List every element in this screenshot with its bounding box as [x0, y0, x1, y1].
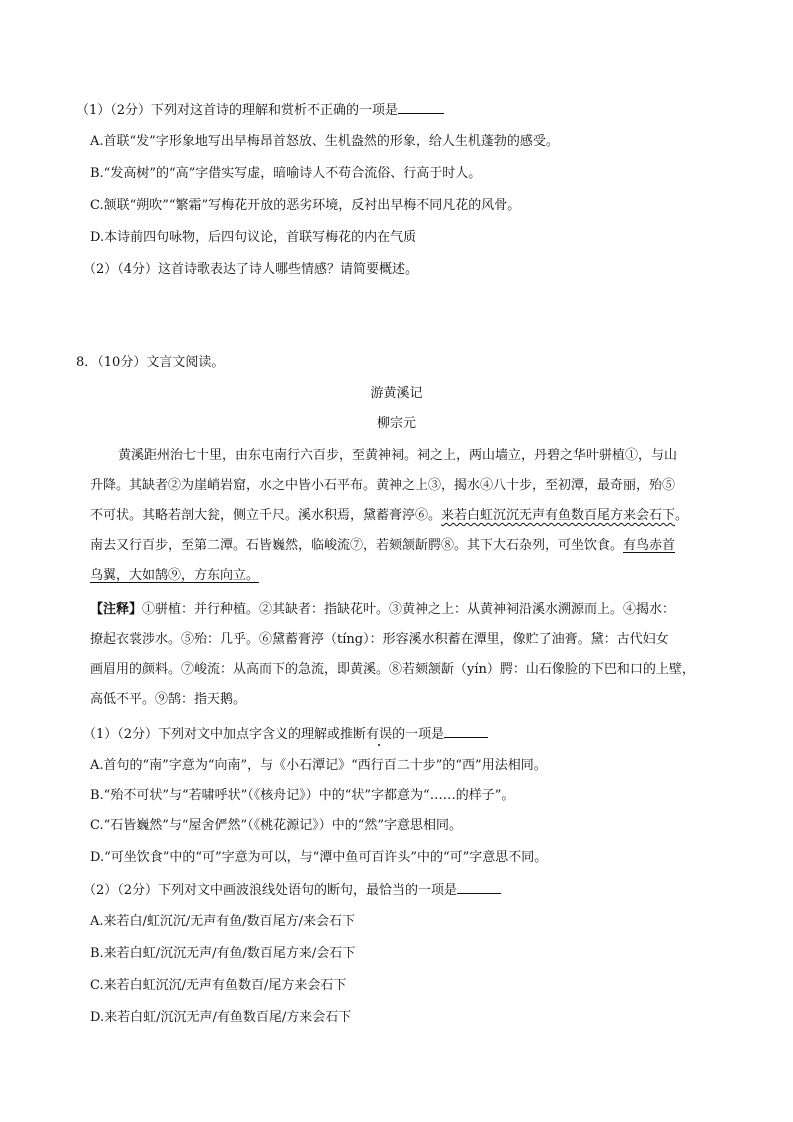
q7-option-d: D.本诗前四句咏物，后四句议论，首联写梅花的内在气质 — [90, 230, 417, 245]
notes-line-4: 高低不平。⑨鹄：指天鹅。 — [90, 692, 247, 707]
passage-line-1: 黄溪距州治七十里，由东屯南行六百步，至黄神祠。祠之上，两山墙立，丹碧之华叶骈植①，与山 — [118, 448, 678, 463]
passage-author: 柳宗元 — [376, 416, 416, 431]
q7-option-b: B.“发高树”的“高”字借实写虚，暗喻诗人不苟合流俗、行高于时人。 — [90, 166, 482, 181]
passage-line-3: 不可状。其略若剖大瓮，侧立千尺。溪水积焉，黛蓄膏渟⑥。来若白虹沉沉无声有鱼数百尾方来会石下。 — [90, 508, 689, 523]
q8-p2-option-a: A.来若白/虹沉沉/无声有鱼/数百尾方/来会石下 — [90, 914, 356, 929]
wavy-underlined-sentence: 来若白虹沉沉无声有鱼数百尾方来会石下 — [441, 508, 676, 523]
notes-line-3: 画眉用的颜料。⑦峻流：从高而下的急流，即黄溪。⑧若颏颔龂（yín）腭：山石像脸的下巴和口的上壁， — [90, 662, 695, 677]
notes-line-2: 撩起衣裳涉水。⑤殆：几乎。⑥黛蓄膏渟（tíng）：形容溪水积蓄在潭里，像贮了油膏。黛：古代妇女 — [90, 632, 669, 647]
dotted-emphasis: 有误 — [366, 727, 393, 742]
q8-part1-stem: （1）（2分）下列对文中加点字含义的理解或推断有误的一项是 — [83, 725, 488, 744]
q8-p1-option-a: A.首句的“南”字意为“向南”，与《小石潭记》“西行百二十步”的“西”用法相同。 — [90, 758, 547, 773]
q7-option-a: A.首联“发”字形象地写出早梅昂首怒放、生机盎然的形象，给人生机蓬勃的感受。 — [90, 134, 559, 149]
passage-line-2: 升降。其缺者②为崖峭岩窟，水之中皆小石平布。黄神之上③，揭水④八十步，至初潭，最奇丽，殆⑤ — [90, 478, 676, 493]
q8-p1-option-c: C.“石皆巍然”与“屋舍俨然”（《桃花源记》）中的“然”字意思相同。 — [90, 818, 462, 833]
q8-p1-option-b: B.“殆不可状”与“若啸呼状”（《核舟记》）中的“状”字都意为“……的样子”。 — [90, 788, 515, 803]
notes-label: 【注释】 — [90, 602, 143, 617]
passage-line-4: 南去又行百步，至第二潭。石皆巍然，临峻流⑦，若颏颔龂腭⑧。其下大石杂列，可坐饮食。有鸟赤首 — [90, 538, 676, 553]
q8-header: 8．（10分）文言文阅读。 — [76, 355, 225, 370]
underlined-sentence-part1: 有鸟赤首 — [623, 538, 676, 553]
q8-p2-option-d: D.来若白虹/沉沉无声/有鱼数百尾/方来会石下 — [90, 1010, 352, 1025]
q8-p2-option-b: B.来若白虹/沉沉无声/有鱼/数百尾方来/会石下 — [90, 946, 356, 961]
q7-part2-stem: （2）（4分）这首诗歌表达了诗人哪些情感？请简要概述。 — [83, 262, 419, 277]
q8-p2-option-c: C.来若白虹沉沉/无声有鱼数百/尾方来会石下 — [90, 978, 347, 993]
answer-blank[interactable] — [457, 881, 501, 894]
q8-part2-stem: （2）（2分）下列对文中画波浪线处语句的断句，最恰当的一项是 — [83, 881, 501, 900]
q7-option-c: C.颔联“朔吹”“繁霜”写梅花开放的恶劣环境，反衬出早梅不同凡花的风骨。 — [90, 198, 521, 213]
passage-title: 游黄溪记 — [370, 386, 423, 401]
answer-blank[interactable] — [444, 725, 488, 738]
q8-p1-option-d: D.“可坐饮食”中的“可”字意为可以，与“潭中鱼可百许头”中的“可”字意思不同。 — [90, 850, 548, 865]
answer-blank[interactable] — [398, 101, 444, 114]
passage-line-5 — [90, 567, 259, 585]
notes-line-1: 【注释】①骈植：并行种植。②其缺者：指缺花叶。③黄神之上：从黄神祠沿溪水溯源而上。④揭水： — [90, 602, 676, 617]
underlined-sentence-part2: 乌翼，大如鹄⑨，方东向立。 — [90, 568, 260, 583]
q7-part1-stem: （1）（2分）下列对这首诗的理解和赏析不正确的一项是 — [76, 101, 444, 120]
